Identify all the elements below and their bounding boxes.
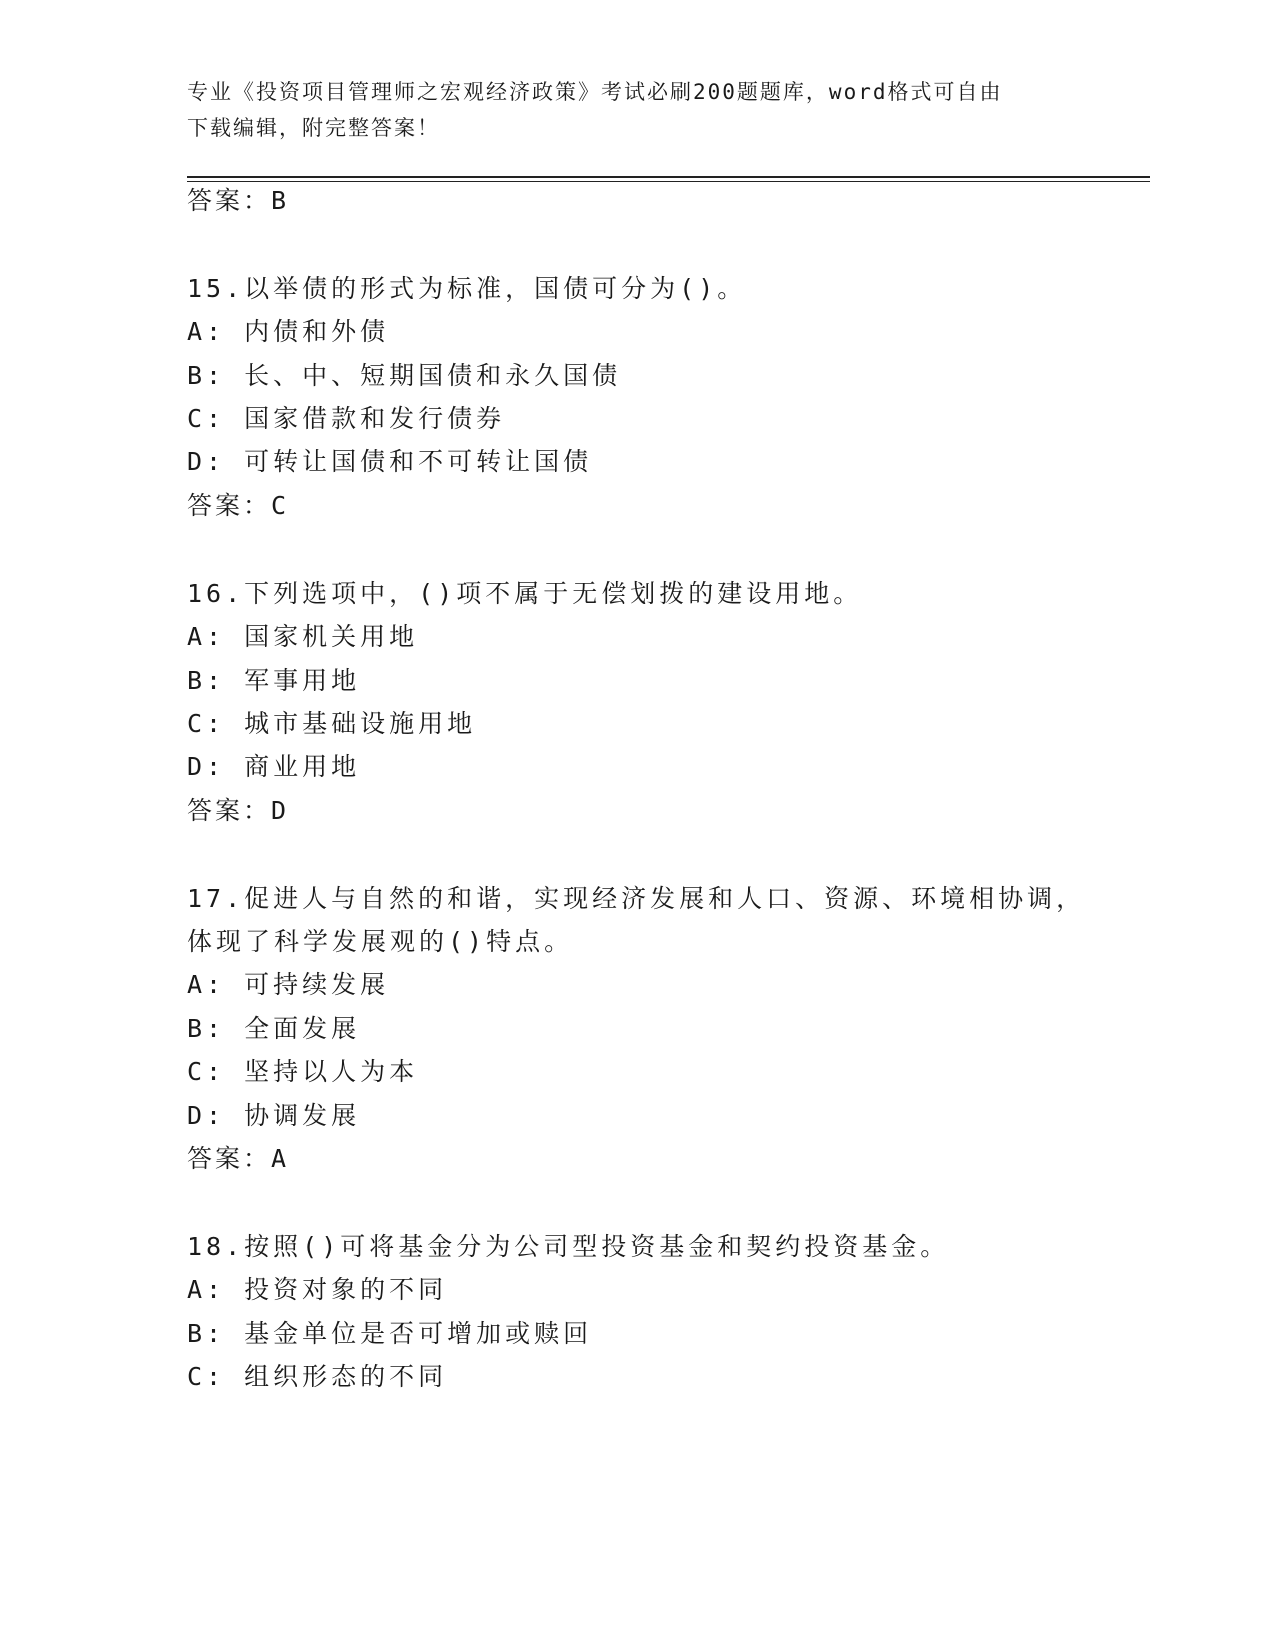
option-c: C: 国家借款和发行债券 [187,404,506,433]
answer-label: 答案：B [187,186,290,215]
option-d: D: 协调发展 [187,1101,361,1130]
option-a: A: 投资对象的不同 [187,1275,448,1304]
option-a: A: 内债和外债 [187,317,390,346]
answer-label: 答案：D [187,796,290,825]
document-header [187,74,1087,146]
answer-label: 答案：C [187,491,290,520]
question-stem: 17.促进人与自然的和谐，实现经济发展和人口、资源、环境相协调， [187,884,1086,913]
question-stem: 18.按照()可将基金分为公司型投资基金和契约投资基金。 [187,1232,950,1261]
option-b: B: 长、中、短期国债和永久国债 [187,361,622,390]
question-stem-continued: 体现了科学发展观的()特点。 [187,927,574,956]
header-divider [187,176,1150,182]
option-b: B: 全面发展 [187,1014,361,1043]
option-c: C: 组织形态的不同 [187,1362,448,1391]
option-a: A: 国家机关用地 [187,622,419,651]
question-stem: 15.以举债的形式为标准，国债可分为()。 [187,274,747,303]
option-a: A: 可持续发展 [187,970,390,999]
option-c: C: 城市基础设施用地 [187,709,477,738]
header-line-1: 专业《投资项目管理师之宏观经济政策》考试必刷200题题库，word格式可自由 [187,80,1003,104]
option-d: D: 商业用地 [187,752,361,781]
option-b: B: 军事用地 [187,666,361,695]
option-b: B: 基金单位是否可增加或赎回 [187,1319,593,1348]
answer-label: 答案：A [187,1144,290,1173]
option-c: C: 坚持以人为本 [187,1057,419,1086]
header-line-2: 下载编辑，附完整答案！ [187,116,440,140]
question-stem: 16.下列选项中，()项不属于无偿划拨的建设用地。 [187,579,863,608]
option-d: D: 可转让国债和不可转让国债 [187,447,593,476]
